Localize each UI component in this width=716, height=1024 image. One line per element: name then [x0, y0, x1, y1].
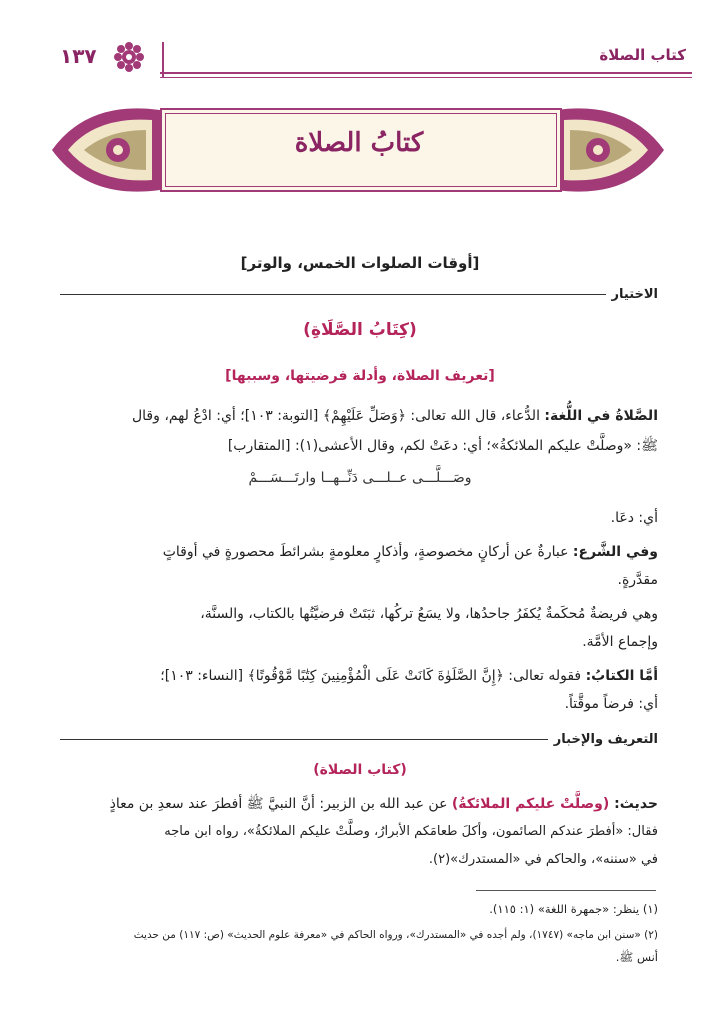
- header-rule: [160, 72, 692, 74]
- ta3rif-header: [60, 732, 658, 747]
- term-bold: أمَّا الكتابُ:: [585, 668, 658, 684]
- term-bold: الصَّلاةُ في اللُّغة:: [544, 408, 658, 424]
- section-heading: [أوقات الصلوات الخمس، والوتر]: [240, 254, 480, 272]
- paragraph-line: مقدَّرةٍ.: [617, 572, 658, 588]
- ikhtiyar-header: [60, 287, 658, 302]
- footnote: (١) ينظر: «جمهرة اللغة» (١: ١١٥).: [489, 902, 658, 916]
- footnote: (٢) «سنن ابن ماجه» (١٧٤٧)، ولم أجده في «المستدرك»، ورواه الحاكم في «معرفة علوم الحديث» (ص: ١١٧) من حديث: [133, 929, 658, 941]
- text-span: عن عبد الله بن الزبير: أنَّ النبيَّ ﷺ أفطرَ عند سعدِ بن معاذٍ: [109, 796, 452, 812]
- paragraph-line: أي: فرضاً موقَّتاً.: [564, 696, 658, 712]
- header-divider: [162, 42, 164, 78]
- footnote: أنس ﷺ.: [615, 950, 658, 964]
- ikhtiyar-label: الاختيار: [611, 287, 658, 302]
- text-span: فقوله تعالى: ﴿إِنَّ الصَّلَوٰةَ كَانَتْ عَلَى الْمُؤْمِنِينَ كِتَٰبًا مَّوْقُوتًا﴾ [النساء: ١٠٣]؛: [160, 668, 586, 684]
- page-number: ١٣٧: [60, 44, 97, 68]
- paragraph-line: [60, 402, 658, 430]
- paragraph-line: [60, 538, 658, 566]
- term-bold: وفي الشَّرع:: [572, 544, 658, 560]
- kitab-heading-small: (كتاب الصلاة): [313, 762, 407, 778]
- paragraph-line: [60, 662, 658, 690]
- paragraph-line: فقال: «أفطرَ عندكم الصائمون، وأكلَ طعامَكم الأبرارُ، وصلَّتْ عليكم الملائكةُ»، رواه ابن ماجه: [164, 824, 658, 839]
- footnote-rule: [476, 890, 656, 891]
- poetry-verse: وصَـــلَّـــى عــلـــى دَنِّــهــا وارتَـــسَـــمْ: [248, 470, 472, 486]
- paragraph-line: [60, 790, 658, 818]
- header-rule-thin: [160, 77, 692, 78]
- kitab-heading: (كِتَابُ الصَّلَاةِ): [303, 320, 417, 340]
- ta3rif-label: التعريف والإخبار: [553, 732, 658, 747]
- subheading: [تعريف الصلاة، وأدلة فرضيتها، وسببها]: [225, 368, 495, 384]
- paragraph-line: أي: دعَا.: [610, 510, 658, 526]
- rule: [60, 739, 548, 740]
- chapter-title: كتابُ الصلاة: [294, 128, 424, 158]
- text-span: عبارةٌ عن أركانٍ مخصوصةٍ، وأذكارٍ معلومةٍ بشرائطَ محصورةٍ في أوقاتٍ: [162, 544, 573, 560]
- running-header-title: كتاب الصلاة: [599, 46, 686, 64]
- term-bold: حديث:: [614, 796, 658, 812]
- paragraph-line: وهي فريضةٌ مُحكَمةٌ يُكفَرُ جاحدُها، ولا يسَعُ تركُها، ثبَتَتْ فرضيَّتُها بالكتاب، والسنَّة،: [200, 606, 658, 622]
- paragraph-line: ﷺ: «وصلَّتْ عليكم الملائكةُ»؛ أي: دعَتْ لكم، وقال الأعشى(١): [المتقارب]: [227, 438, 658, 454]
- paragraph-line: وإجماع الأمَّة.: [582, 634, 658, 650]
- text-span: الدُّعاء، قال الله تعالى: ﴿وَصَلِّ عَلَيْهِمْ﴾ [التوبة: ١٠٣]؛ أي: ادْعُ لهم، وقال: [131, 408, 545, 424]
- rule: [60, 294, 606, 295]
- rosette-ornament-icon: [114, 42, 144, 72]
- hadith-text: (وصلَّتْ عليكم الملائكةُ): [451, 796, 615, 812]
- paragraph-line: في «سننه»، والحاكم في «المستدرك»(٢).: [428, 852, 658, 867]
